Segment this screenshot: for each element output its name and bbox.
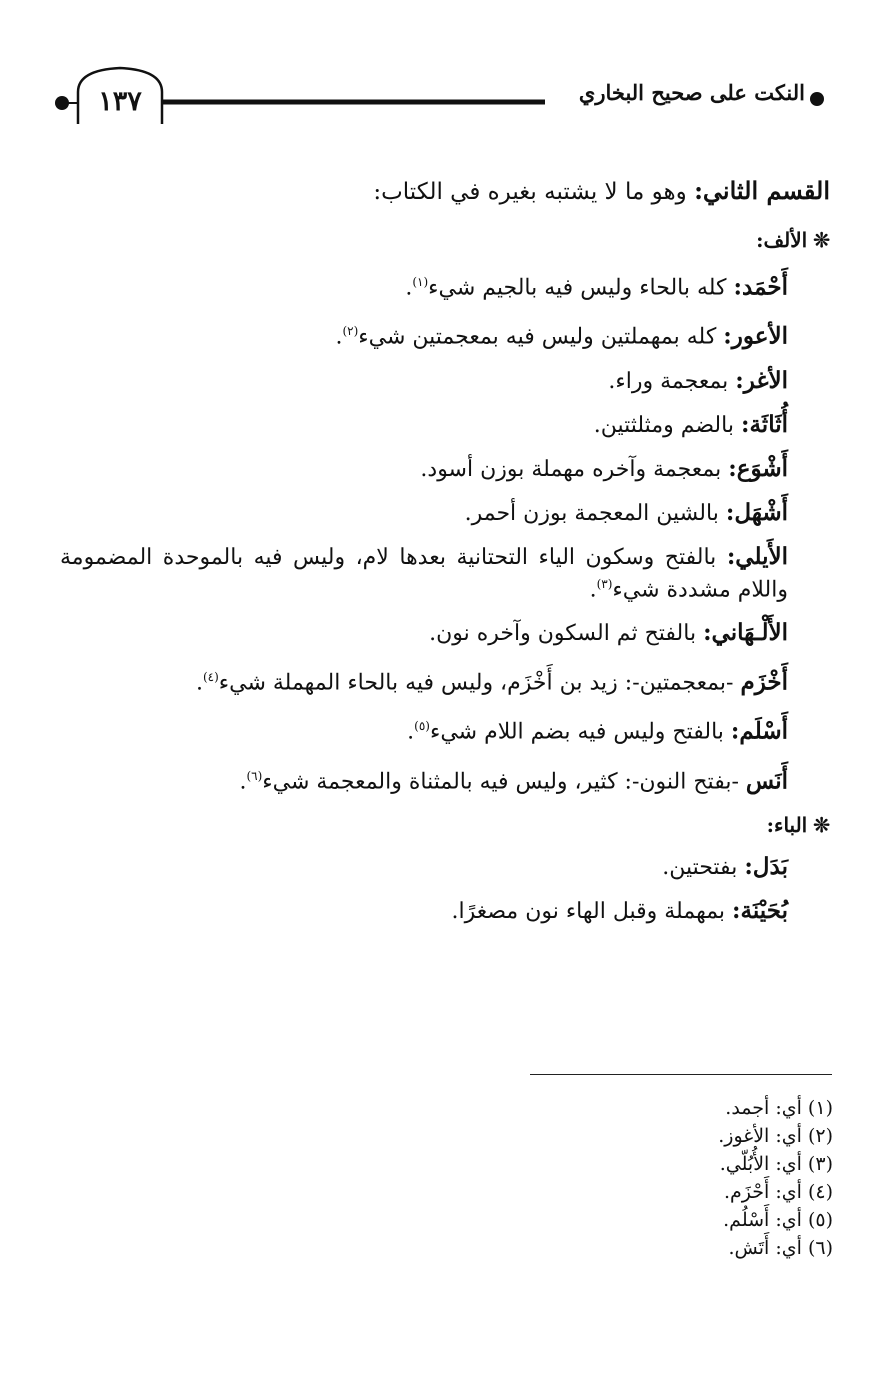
flower-icon: ❊: [813, 812, 830, 837]
page-number: ١٣٧: [98, 86, 142, 117]
entry-term: الأعور:: [723, 322, 788, 350]
entry-row: [60, 456, 830, 483]
entry-term: أَسْلَم:: [730, 717, 788, 745]
footnote-item: (١) أي: أجمد.: [725, 1097, 833, 1119]
entry-row: [60, 763, 830, 795]
entry-end: .: [195, 670, 203, 696]
entry-term: أُثَاثَة:: [740, 410, 788, 438]
footnote-item: (٢) أي: الأغوز.: [718, 1125, 833, 1147]
footnotes: [433, 1094, 833, 1262]
entry-term: بَدَل:: [744, 852, 788, 880]
entry-end: .: [239, 768, 247, 794]
entry-term: أَخْزَم: [740, 668, 788, 696]
entry-text: بالفتح ثم السكون وآخره نون.: [429, 620, 704, 646]
header-ornament: [0, 0, 885, 140]
running-title: النكت على صحيح البخاري: [578, 80, 805, 105]
footnote-ref: (٦): [246, 768, 263, 783]
entry-term: أَشْوَع:: [728, 454, 788, 482]
heading-bold: القسم الثاني:: [694, 176, 830, 205]
footnote-ref: (١): [412, 275, 429, 289]
footnote-item: (٤) أي: أَحْزَم.: [724, 1181, 833, 1203]
entry-text: كله بمهملتين وليس فيه بمعجمتين شيء: [358, 324, 724, 350]
entry-row: [60, 620, 830, 647]
entry-row: [60, 854, 830, 881]
entry-row: [60, 412, 830, 439]
entry-row: [60, 544, 830, 603]
entry-row: [60, 500, 830, 527]
section-title-text: الباء:: [766, 812, 808, 837]
footnote-item: (٦) أي: أَتَش.: [728, 1237, 833, 1259]
entry-term: الأغر:: [735, 366, 788, 394]
entry-text: -بمعجمتين-: زيد بن أَخْزَم، وليس فيه بالحاء المهملة شيء: [218, 670, 741, 696]
entry-end: .: [407, 719, 415, 745]
main-text: [60, 178, 830, 942]
entry-text: بالشين المعجمة بوزن أحمر.: [464, 500, 726, 526]
footnote-divider: [530, 1074, 832, 1075]
entry-term: أَنَس: [745, 766, 788, 794]
entry-row: [60, 318, 830, 350]
section-heading: [60, 178, 830, 205]
footnote-item: (٣) أي: الأُبُلّي.: [719, 1153, 833, 1175]
page-header: [0, 0, 885, 140]
entry-term: الأَلْـهَاني:: [703, 618, 788, 646]
footnote-item: (٥) أي: أَسْلُم.: [723, 1209, 833, 1231]
entry-row: [60, 368, 830, 395]
entry-term: بُحَيْنَة:: [732, 896, 788, 924]
entry-text: بالفتح وليس فيه بضم اللام شيء: [429, 719, 731, 745]
entry-text: بالفتح وسكون الياء التحتانية بعدها لام، وليس فيه بالموحدة المضمومة واللام مشددة شيء: [60, 544, 788, 602]
flower-icon: ❊: [813, 228, 830, 252]
footnote-ref: (٣): [596, 576, 613, 591]
entry-text: بمعجمة وراء.: [608, 368, 736, 394]
footnote-ref: (٢): [342, 324, 359, 339]
footnote-ref: (٤): [202, 669, 219, 684]
entry-text: كله بالحاء وليس فيه بالجيم شيء: [428, 275, 734, 301]
section-title-text: الألف:: [756, 228, 808, 252]
entry-text: بفتحتين.: [662, 854, 745, 880]
entry-end: .: [335, 324, 343, 350]
section-title-ba: [60, 812, 830, 838]
entry-row: [60, 269, 830, 301]
entry-term: أَشْهَل:: [725, 498, 788, 526]
entry-row: [60, 898, 830, 925]
entry-text: بالضم ومثلثتين.: [593, 412, 741, 438]
footnote-ref: (٥): [414, 719, 430, 734]
entry-term: الأَيلي:: [726, 542, 788, 570]
entry-text: -بفتح النون-: كثير، وليس فيه بالمثناة والمعجمة شيء: [262, 768, 746, 794]
entry-term: أَحْمَد:: [733, 273, 788, 301]
entry-text: بمعجمة وآخره مهملة بوزن أسود.: [420, 456, 729, 482]
section-title-alif: [60, 227, 830, 253]
heading-rest: وهو ما لا يشتبه بغيره في الكتاب:: [373, 179, 695, 205]
entry-end: .: [589, 576, 597, 602]
entry-end: .: [405, 275, 413, 301]
entry-row: [60, 713, 830, 745]
entry-row: [60, 664, 830, 696]
entry-text: بمهملة وقبل الهاء نون مصغرًا.: [451, 898, 733, 924]
